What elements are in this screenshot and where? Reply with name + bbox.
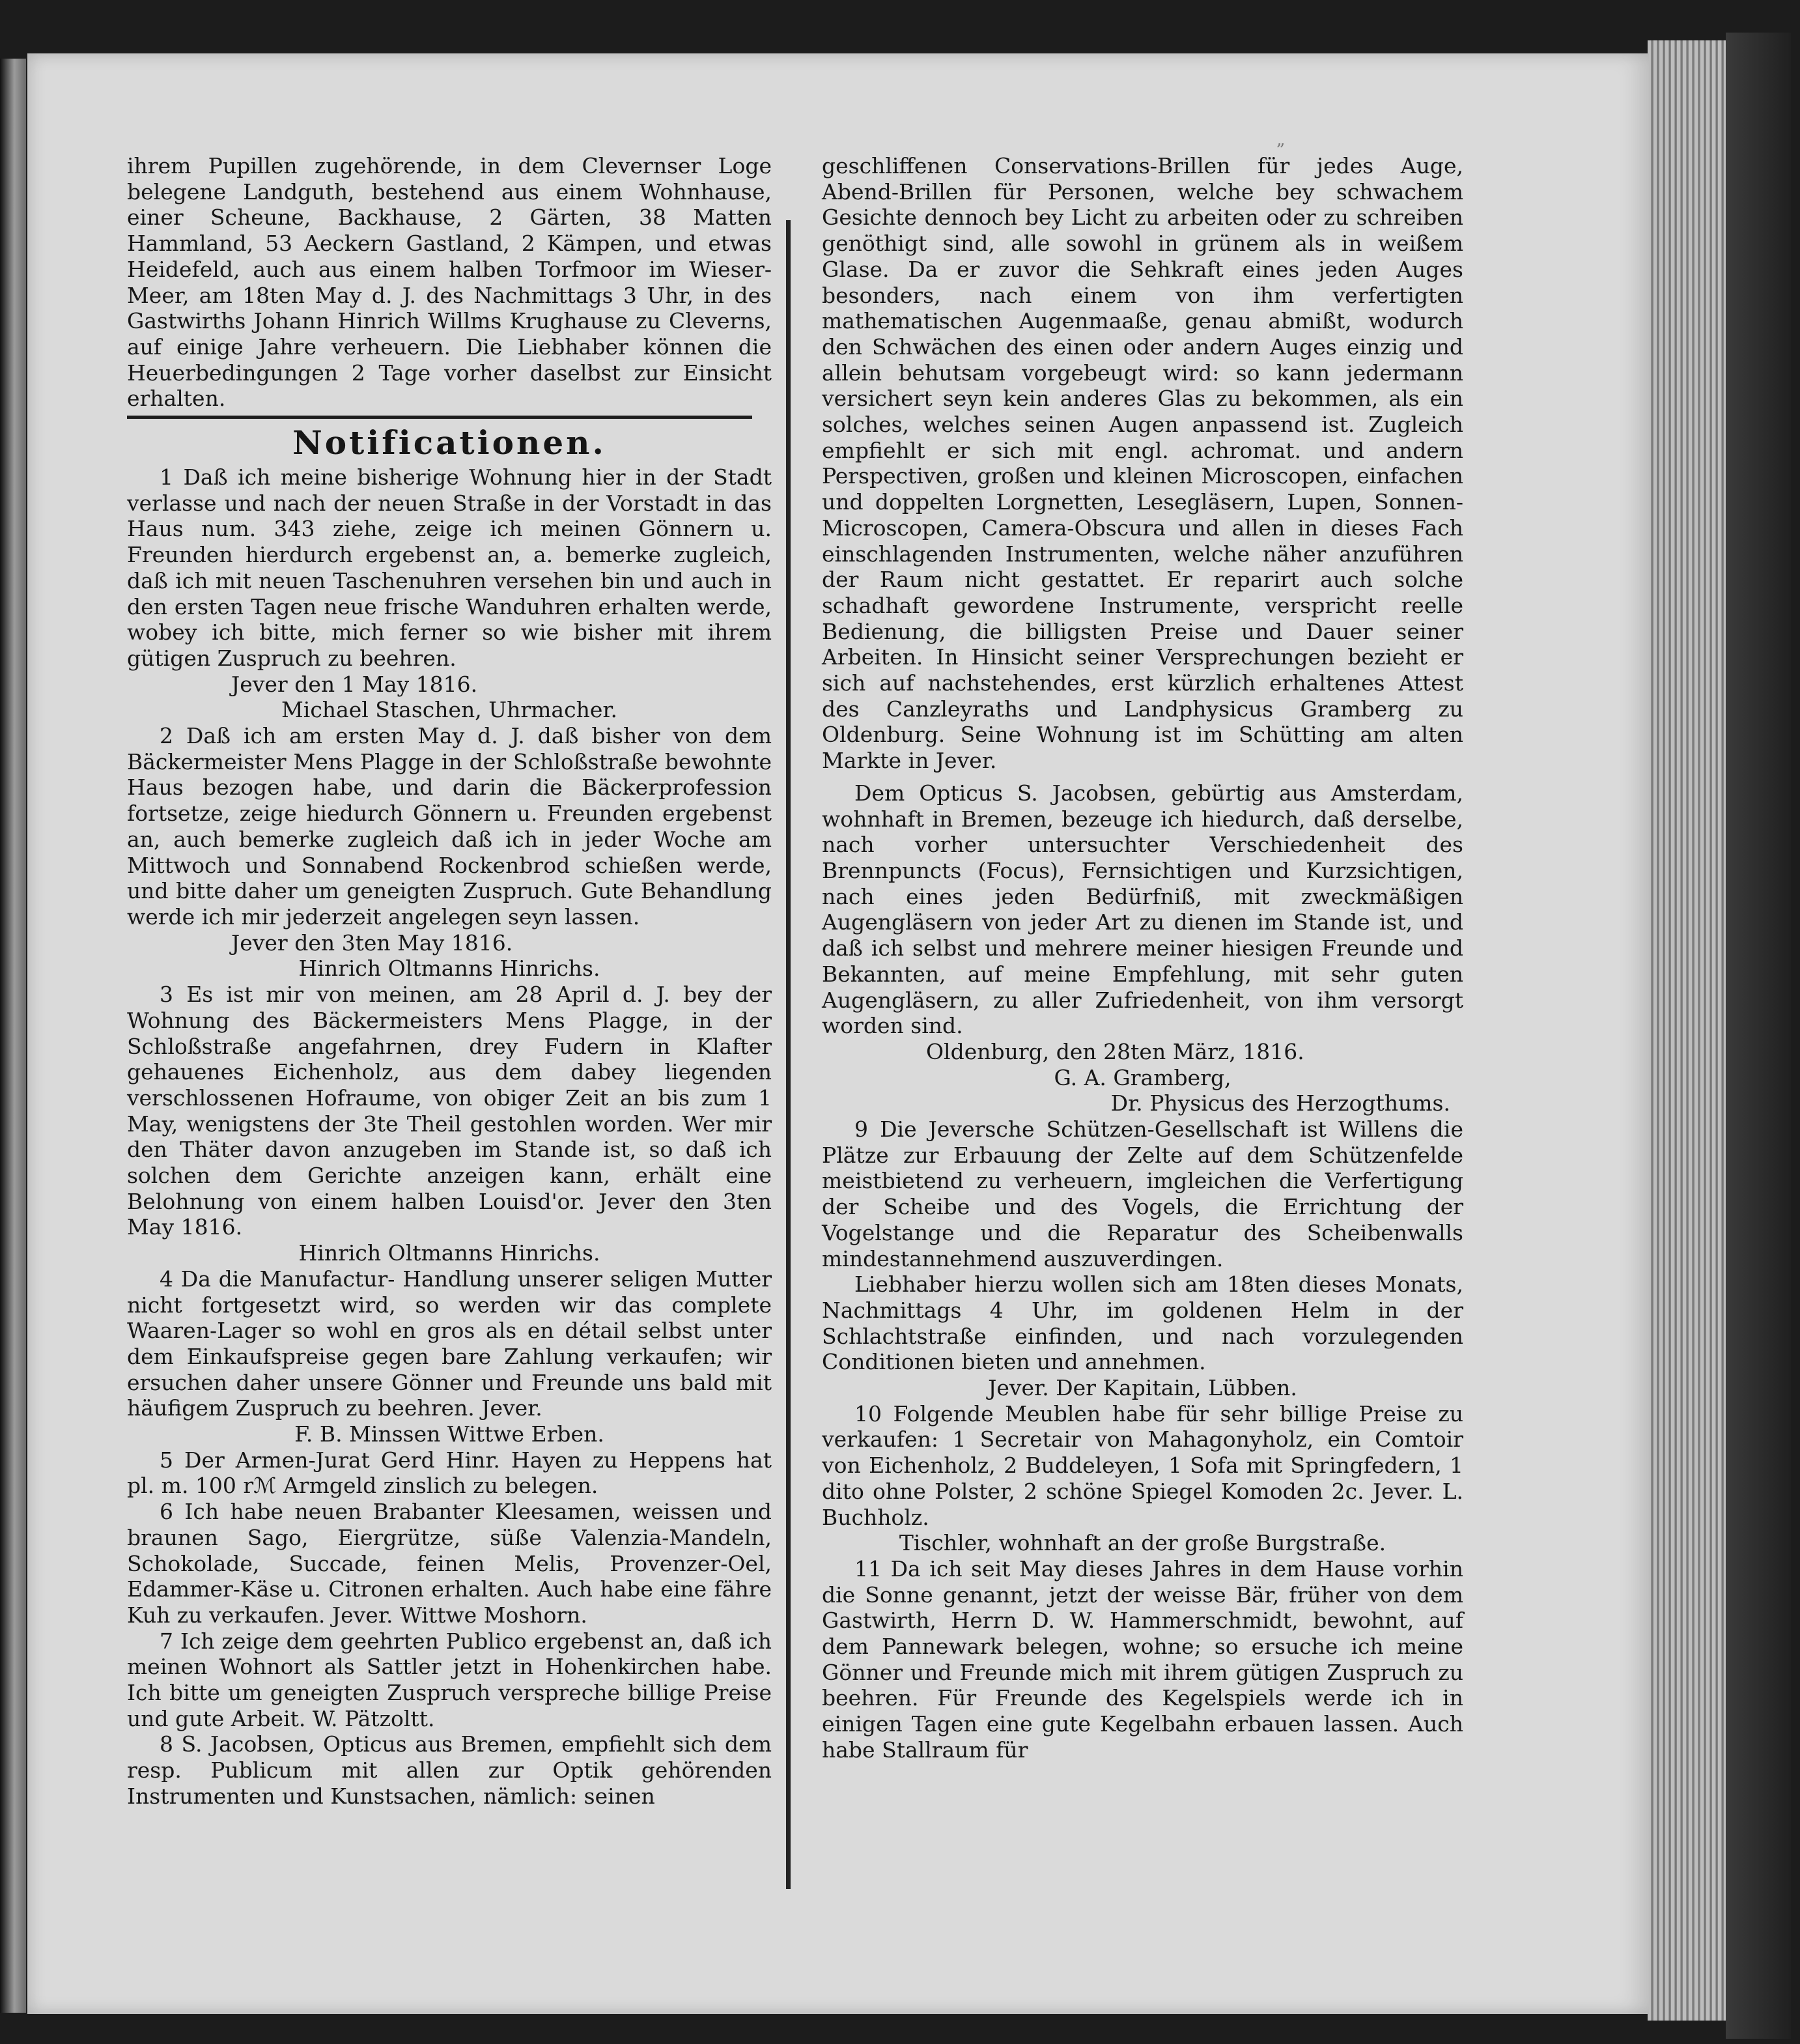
notice-text: 7 Ich zeige dem geehrten Publico ergebenst an, daß ich meinen Wohnort als Sattler jetzt in Hohenkirchen habe. Ich bitte um geneigten Zuspruch versprechе billige Preise und gute Arbeit. W. Pätzoltt. <box>127 1628 772 1731</box>
notice-text: 2 Daß ich am ersten May d. J. daß bisher von dem Bäckermeister Mens Plagge in der Schloßstraße bewohnte Haus bezogen habe, und darin die Bäckerprofession fortsetze, zeige hiedurch Gönnern u. Freunden ergebenst an, auch bemerke zugleich daß ich in jeder Woche am Mittwoch und Sonnabend Rockenbrod schießen werde, und bitte daher um geneigten Zuspruch. Gute Behandlung werde ich mir jederzeit angelegen seyn lassen. <box>127 723 772 930</box>
notice-text: 11 Da ich seit May dieses Jahres in dem Hause vorhin die Sonne genannt, jetzt der weisse Bär, früher von dem Gastwirth, Herrn D. W. Hammerschmidt, bewohnt, auf dem Pannewark belegen, wohne; so ersuche ich meine Gönner und Freunde mich mit ihrem gütigen Zuspruch zu beehren. Für Freunde des Kegelspiels werde ich in einigen Tagen eine gute Kegelbahn erbauen lassen. Auch habe Stallraum für <box>822 1555 1463 1763</box>
notice-signature: Tischler, wohnhaft an der große Burgstraße. <box>899 1530 1386 1556</box>
notice-10 <box>822 1401 1463 1556</box>
notice-text: Dem Opticus S. Jacobsen, gebürtig aus Amsterdam, wohnhaft in Bremen, bezeuge ich hiedurch, daß derselbe, nach vorher untersuchter Verschiedenheit des Brennpuncts (Focus), Fernsichtigen und Kurzsichtigen, nach eines jeden Bedürfniß, mit zweckmäßigen Augengläsern von jeder Art zu dienen im Stande ist, und daß ich selbst und mehrere meiner hiesigen Freunde und Bekannten, auf meine Empfehlung, mit sehr guten Augengläsern, zu aller Zufriedenheit, von ihm versorgt worden sind. <box>822 780 1463 1039</box>
right-column <box>822 153 1463 1763</box>
notice-4 <box>127 1266 772 1447</box>
notice-signature: Hinrich Oltmanns Hinrichs. <box>298 1240 600 1266</box>
left-page-edge <box>0 59 26 2013</box>
section-heading: Notificationen. <box>292 423 606 462</box>
column-divider <box>786 220 791 1889</box>
notice-9 <box>822 1116 1463 1271</box>
notice-text: 10 Folgende Meublen habe für sehr billige Preise zu verkaufen: 1 Secretair von Mahagonyholz, ein Comtoir von Eichenholz, 2 Buddeleyen, 1 Sofa mit Springfedern, 1 dito ohne Polster, 2 schöne Spiegel Komoden 2c. Jever. L. Buchholz. <box>822 1400 1463 1530</box>
section-divider <box>127 416 752 419</box>
notice-text: geschliffenen Conservations-Brillen für jedes Auge, Abend-Brillen für Personen, welche bey schwachem Gesichte dennoch bey Licht zu arbeiten oder zu schreiben genöthigt sind, alle sowohl in grünem als in weißem Glase. Da er zuvor die Sehkraft eines jeden Auges besonders, nach einem von ihm verfertigten mathematischen Augenmaaße, genau abmißt, wodurch den Schwächen des einen oder andern Auges einzig und allein behutsam vorgebeugt wird: so kann jedermann versichert seyn kein anderes Glas zu bekommen, als ein solches, welches seinen Augen anpassend ist. Zugleich empfiehlt er sich mit engl. achromat. und andern Perspectiven, großen und kleinen Microscopen, einfachen und doppelten Lorgnetten, Lesegläsern, Lupen, Sonnen-Microscopen, Camera-Obscura und allen in dieses Fach einschlagenden Instrumenten, welche näher anzuführen der Raum nicht gestattet. Er reparirt auch solche schadhaft gewordene Instrumente, verspricht reelle Bedienung, die billigsten Preise und Dauer seiner Arbeiten. In Hinsicht seiner Versprechungen bezieht er sich auf nachstehendes, erst kürzlich erhaltenes Attest des Canzleyraths und Landphysicus Gramberg zu Oldenburg. Seine Wohnung ist im Schütting am alten Markte in Jever. <box>822 153 1463 774</box>
page-stack-edge <box>1648 40 1731 2021</box>
notice-text: 5 Der Armen-Jurat Gerd Hinr. Hayen zu Heppens hat pl. m. 100 rℳ Armgeld zinslich zu belegen. <box>127 1447 772 1499</box>
notice-signature: Michael Staschen, Uhrmacher. <box>281 697 617 723</box>
notice-5 <box>127 1447 772 1499</box>
notice-3 <box>127 982 772 1266</box>
notice-8 <box>127 1731 772 1809</box>
notice-text: Liebhaber hierzu wollen sich am 18ten dieses Monats, Nachmittags 4 Uhr, im goldenen Helm in der Schlachtstraße einfinden, und nach vorzulegenden Conditionen bieten und annehmen. <box>822 1271 1463 1375</box>
notice-9-conditions <box>822 1271 1463 1401</box>
lead-paragraph: ihrem Pupillen zugehörende, in dem Clevernser Loge belegene Landguth, bestehend aus einem Wohnhause, einer Scheune, Backhause, 2 Gärten, 38 Matten Hammland, 53 Aeckern Gastland, 2 Kämpen, und etwas Heidefeld, auch aus einem halben Torfmoor im Wieser-Meer, am 18ten May d. J. des Nachmittags 3 Uhr, in des Gastwirths Johann Hinrich Willms Krughause zu Cleverns, auf einige Jahre verheuern. Die Liebhaber können die Heuerbedingungen 2 Tage vorher daselbst zur Einsicht erhalten. <box>127 153 772 412</box>
optician-attest <box>822 780 1463 1116</box>
optician-continuation <box>822 153 1463 774</box>
notice-text: 1 Daß ich meine bisherige Wohnung hier in der Stadt verlasse und nach der neuen Straße in der Vorstadt in das Haus num. 343 ziehe, zeige ich meinen Gönnern u. Freunden hierdurch ergebenst an, a. bemerke zugleich, daß ich mit neuen Taschenuhren versehen bin und auch in den ersten Tagen neue frische Wanduhren erhalten werde, wobey ich bitte, mich ferner so wie bisher mit ihrem gütigen Zuspruch zu beehren. <box>127 464 772 671</box>
notice-11 <box>822 1556 1463 1763</box>
notice-text: 8 S. Jacobsen, Opticus aus Bremen, empfiehlt sich dem resp. Publicum mit allen zur Optik gehörenden Instrumenten und Kunstsachen, nämlich: seinen <box>127 1731 772 1809</box>
notice-signature: Jever den 1 May 1816. <box>231 671 478 697</box>
notice-signature: Oldenburg, den 28ten März, 1816. <box>926 1038 1304 1064</box>
notice-text: 3 Es ist mir von meinen, am 28 April d. J. bey der Wohnung des Bäckermeisters Mens Plagge, in der Schloßstraße angefahrnen, drey Fudern in Klafter gehauenes Eichenholz, aus dem dabey liegenden verschlossenen Hofraume, von obiger Zeit an bis zum 1 May, wenigstens der 3te Theil gestohlen worden. Wer mir den Thäter davon anzugeben im Stande ist, so daß ich solchen dem Gerichte anzeigen kann, erhält eine Belohnung von einem halben Louisd'or. Jever den 3ten May 1816. <box>127 982 772 1240</box>
notice-7 <box>127 1628 772 1732</box>
notice-signature: Hinrich Oltmanns Hinrichs. <box>298 956 600 982</box>
book-cover-edge <box>1726 33 1791 2039</box>
notice-signature: F. B. Minssen Wittwe Erben. <box>294 1421 604 1447</box>
notice-text: 6 Ich habe neuen Brabanter Kleesamen, weissen und braunen Sago, Eiergrütze, süße Valenzia-Mandeln, Schokolade, Succade, feinen Melis, Provenzer-Oel, Edammer-Käse u. Citronen erhalten. Auch habe eine fähre Kuh zu verkaufen. Jever. Wittwe Moshorn. <box>127 1499 772 1628</box>
left-column <box>127 153 772 1810</box>
notice-signature: Jever. Der Kapitain, Lübben. <box>988 1375 1297 1401</box>
notice-signature: Jever den 3ten May 1816. <box>231 930 513 956</box>
notice-2 <box>127 723 772 982</box>
notice-text: 4 Da die Manufactur- Handlung unserer seligen Mutter nicht fortgesetzt wird, so werden wir das complete Waaren-Lager so wohl en gros als en détail selbst unter dem Einkaufspreise gegen bare Zahlung verkaufen; wir ersuchen daher unsere Gönner und Freunde uns bald mit häufigem Zuspruch zu beehren. Jever. <box>127 1266 772 1421</box>
notice-1 <box>127 464 772 723</box>
page-mark: „ <box>1276 130 1286 150</box>
notice-signature: G. A. Gramberg, <box>1054 1064 1231 1090</box>
notice-text: 9 Die Jeversche Schützen-Gesellschaft ist Willens die Plätze zur Erbauung der Zelte auf dem Schützenfelde meistbietend zu verheuern, imgleichen die Verfertigung der Scheibe und des Vogels, die Errichtung der Vogelstange und die Reparatur des Scheibenwalls mindestannehmend auszuverdingen. <box>822 1116 1463 1271</box>
notice-signature: Dr. Physicus des Herzogthums. <box>1110 1090 1450 1116</box>
notice-6 <box>127 1499 772 1628</box>
